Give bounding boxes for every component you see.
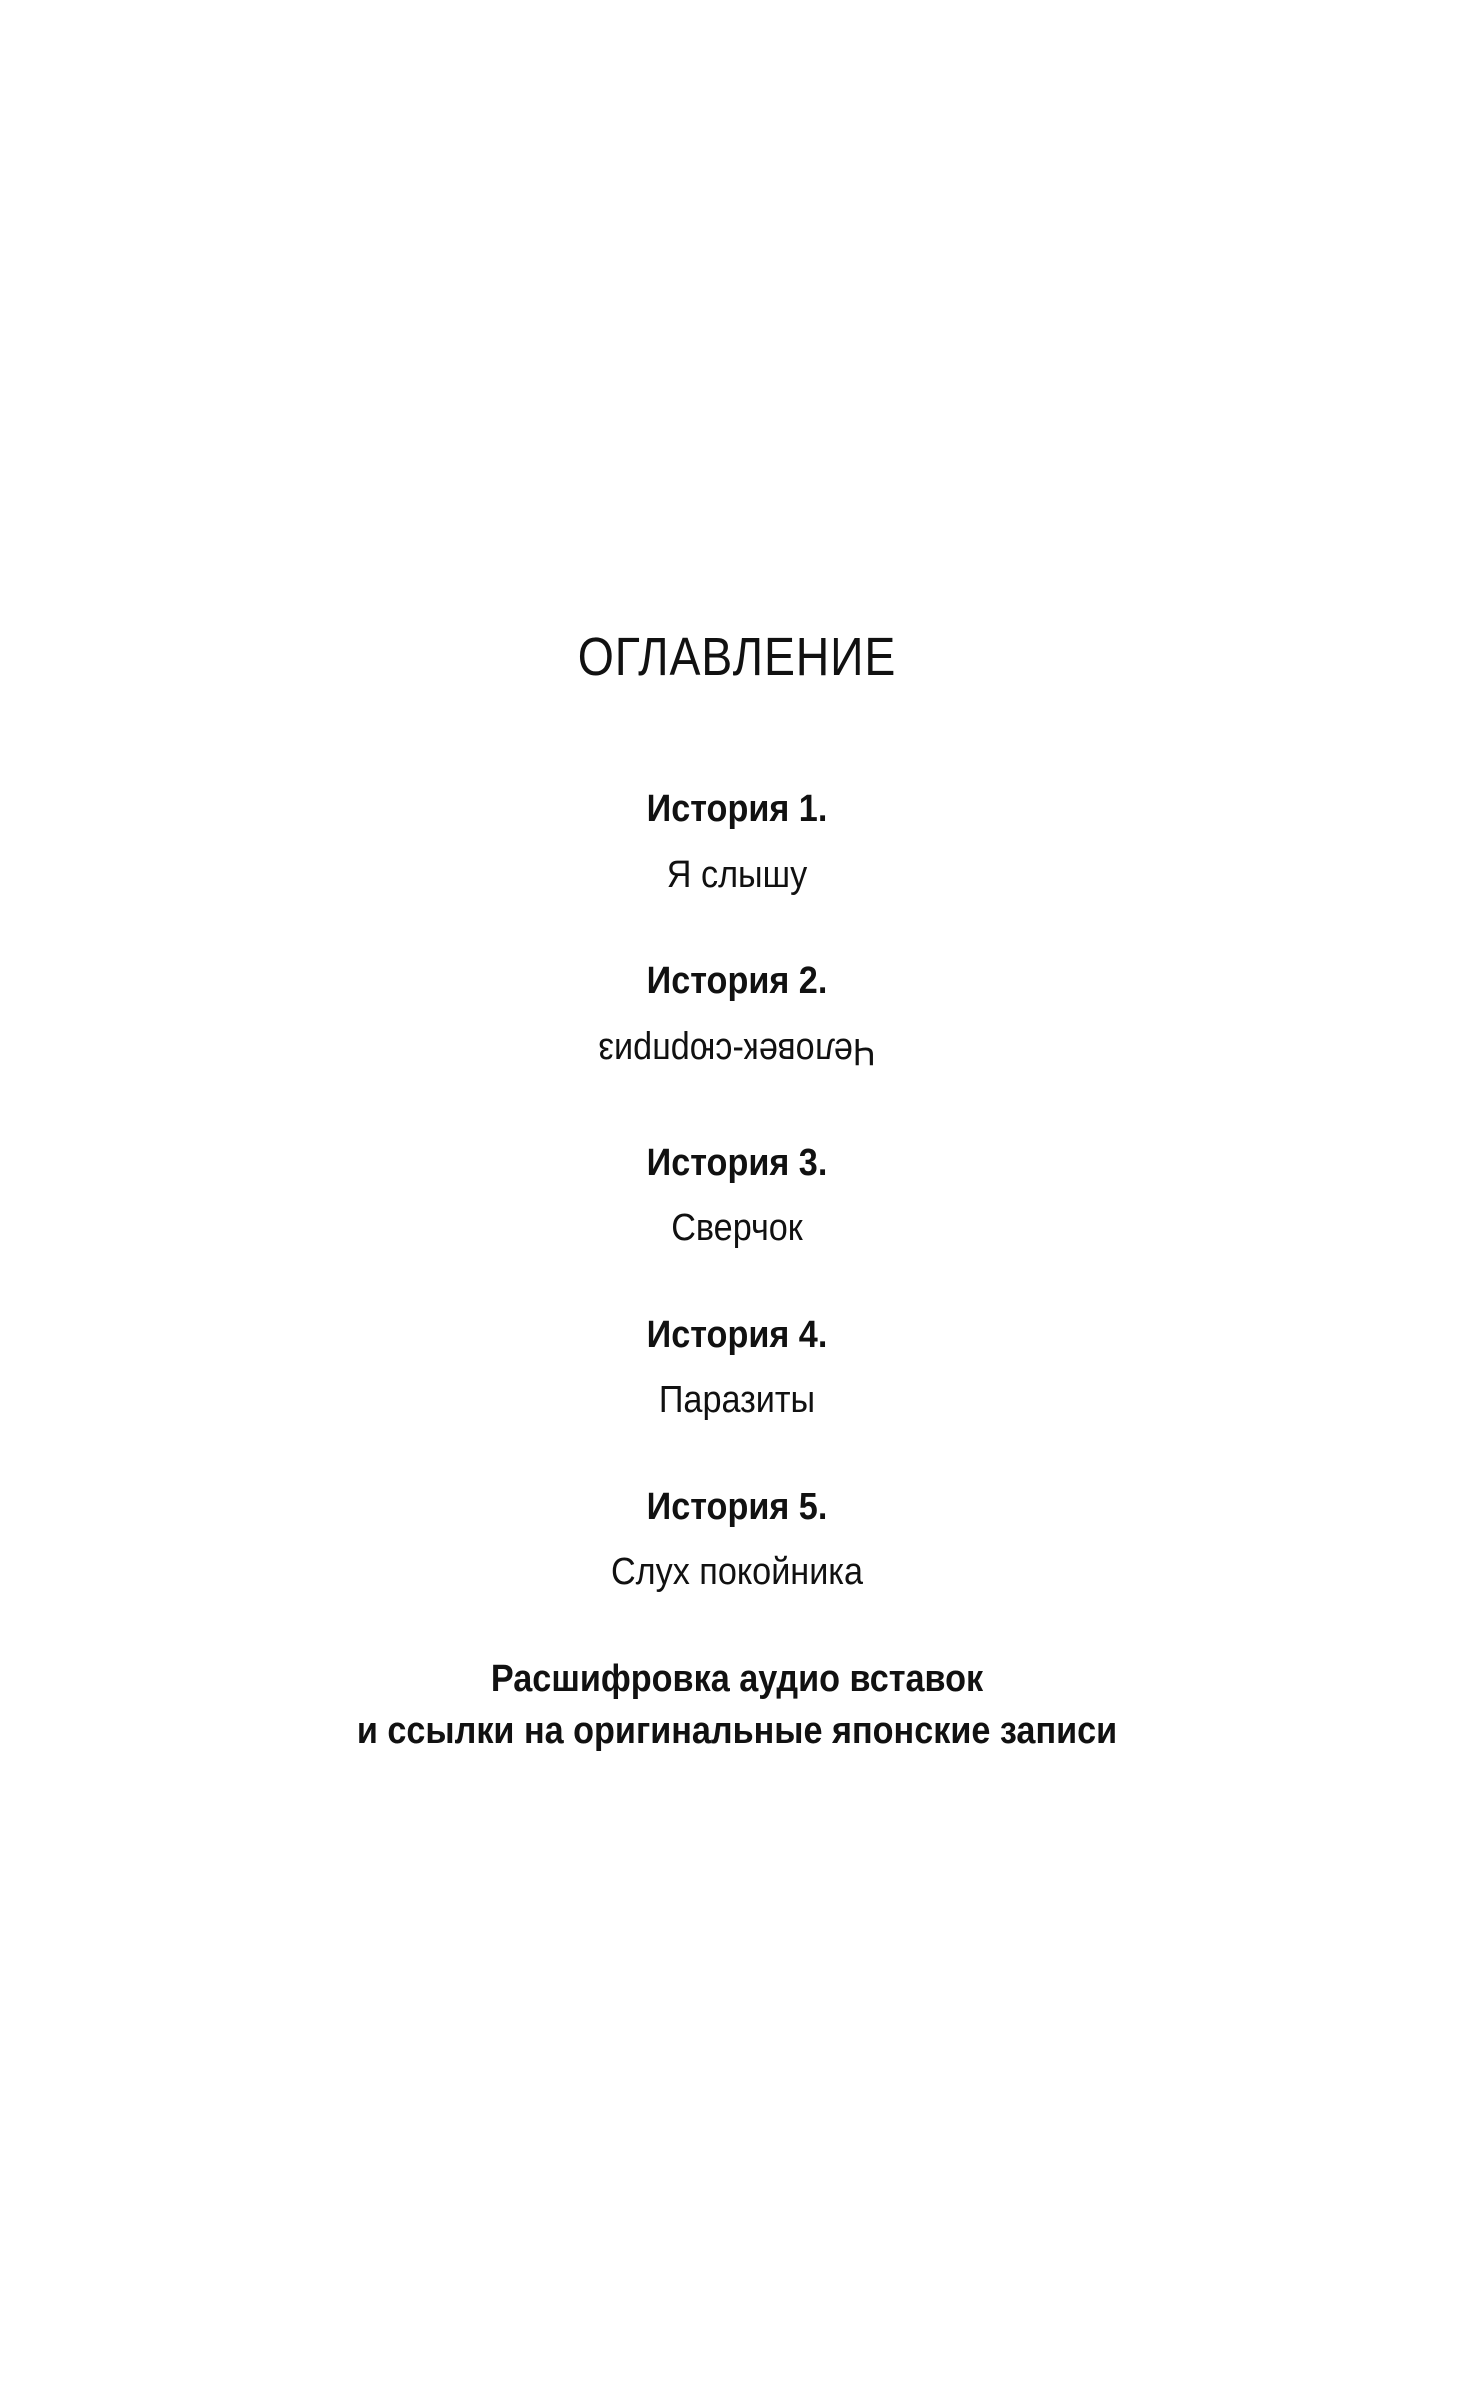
story-2-subtitle: Человек-сюрприз	[598, 1030, 876, 1072]
story-5-subtitle: Слух покойника	[610, 1551, 864, 1593]
story-4-subtitle: Паразиты	[658, 1379, 816, 1421]
story-3-heading: История 3.	[646, 1142, 828, 1184]
story-2-heading: История 2.	[646, 960, 828, 1002]
story-1-subtitle: Я слышу	[666, 854, 808, 896]
story-1-heading: История 1.	[646, 788, 828, 830]
appendix-title-line-1: Расшифровка аудио вставок	[490, 1658, 984, 1700]
story-4-heading: История 4.	[646, 1314, 828, 1356]
story-3-subtitle: Сверчок	[671, 1207, 803, 1249]
appendix-title-line-2: и ссылки на оригинальные японские записи	[356, 1710, 1118, 1752]
story-5-heading: История 5.	[646, 1486, 828, 1528]
toc-title: ОГЛАВЛЕНИЕ	[577, 627, 897, 687]
